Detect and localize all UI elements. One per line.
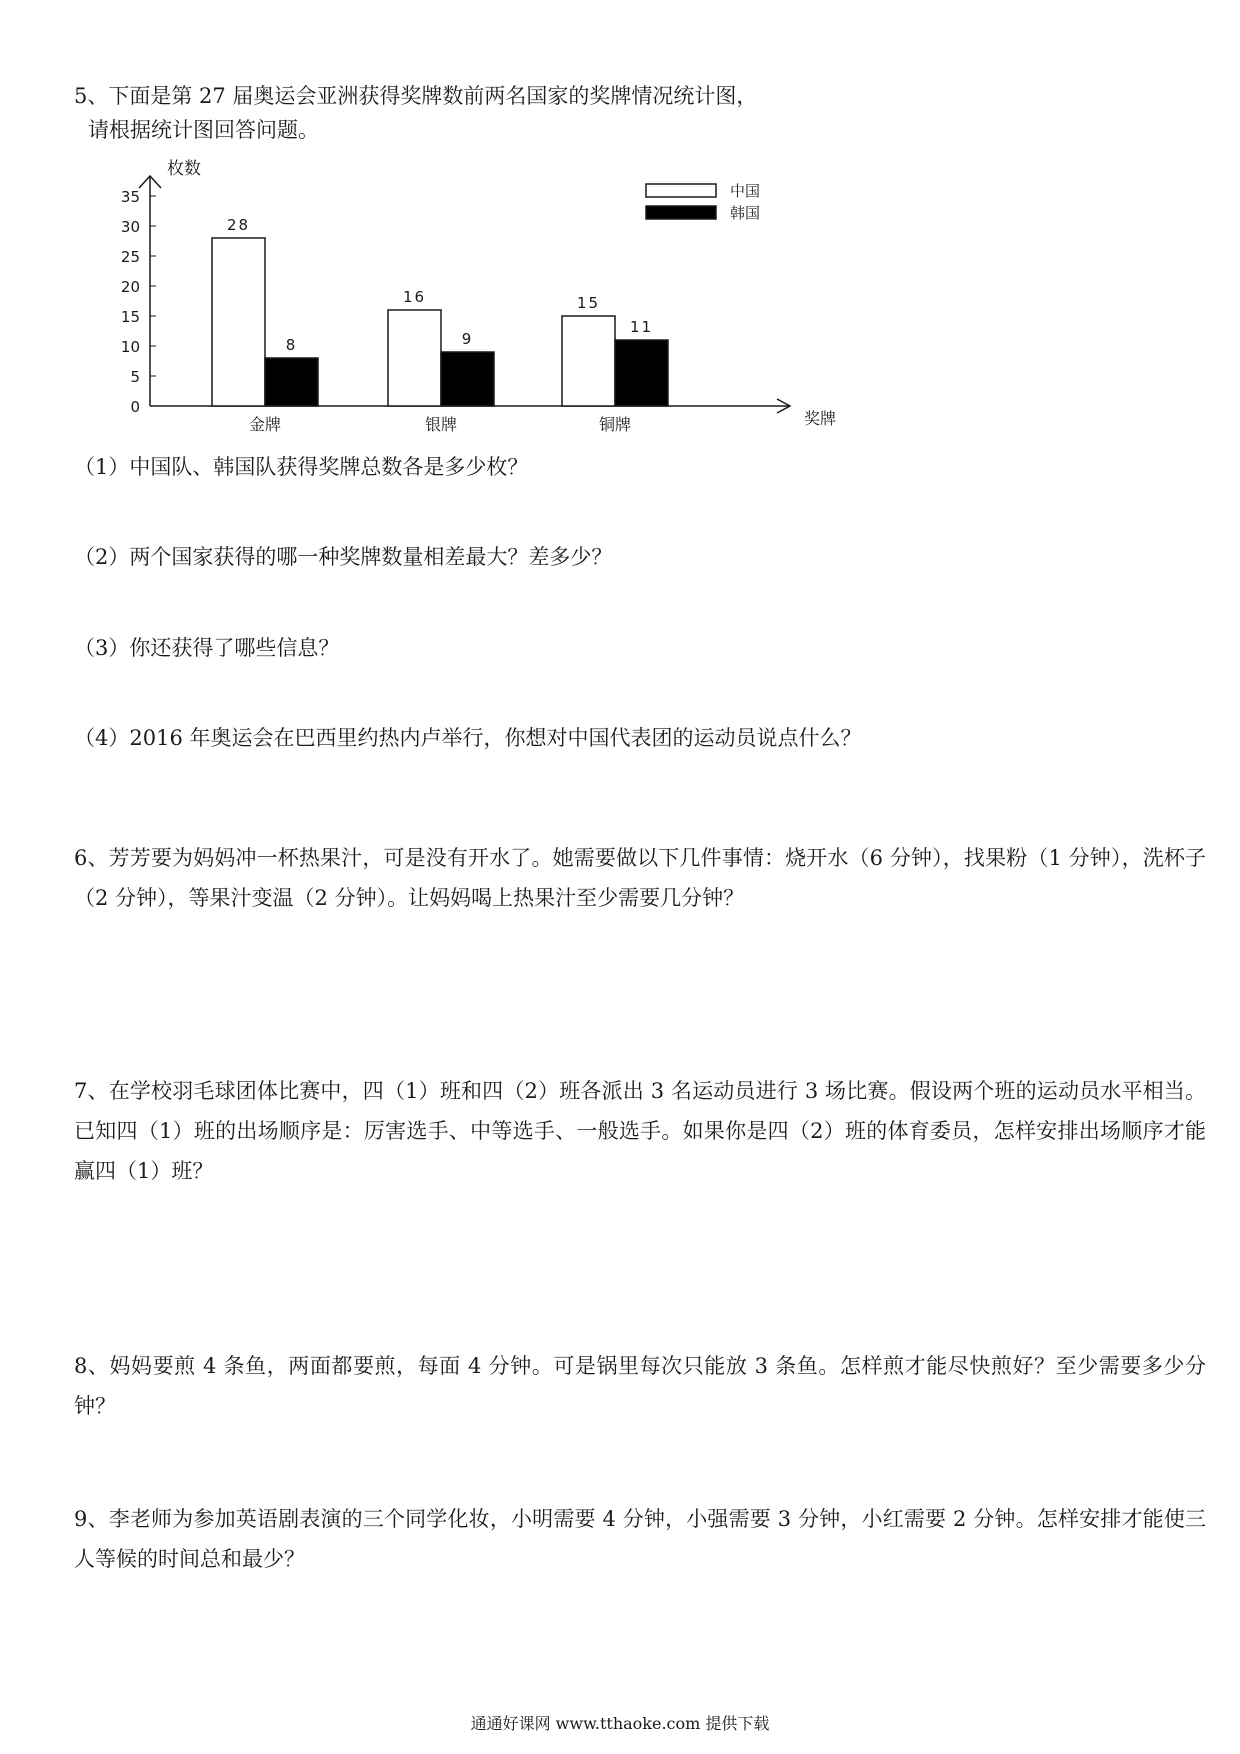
x-category-label: 铜牌 bbox=[598, 415, 632, 434]
q9-text: 9、李老师为参加英语剧表演的三个同学化妆，小明需要 4 分钟，小强需要 3 分钟，小红需要 2 分钟。怎样安排才能使三人等候的时间总和最少？ bbox=[74, 1507, 1206, 1571]
x-category-label: 银牌 bbox=[424, 415, 458, 434]
q7-text: 7、在学校羽毛球团体比赛中，四（1）班和四（2）班各派出 3 名运动员进行 3 场比赛。假设两个班的运动员水平相当。已知四（1）班的出场顺序是：厉害选手、中等选手、一般选手。如果你是四（2）班的体育委员，怎样安排出场顺序才能赢四（1）班？ bbox=[74, 1079, 1206, 1183]
x-category-label: 金牌 bbox=[248, 415, 282, 434]
y-tick-label: 20 bbox=[120, 278, 140, 296]
q5-sub2: （2）两个国家获得的哪一种奖牌数量相差最大？差多少？ bbox=[74, 545, 613, 569]
x-axis-label: 奖牌 bbox=[803, 409, 837, 428]
y-tick-label: 35 bbox=[120, 188, 140, 206]
bar-中国-铜牌 bbox=[562, 316, 615, 406]
q5-sub3: （3）你还获得了哪些信息？ bbox=[74, 636, 340, 660]
y-tick-label: 5 bbox=[130, 368, 140, 386]
y-tick-label: 30 bbox=[120, 218, 140, 236]
footer-credit: 通通好课网 www.tthaoke.com 提供下载 bbox=[470, 1714, 770, 1733]
bar-中国-金牌 bbox=[212, 238, 265, 406]
legend-swatch-韩国 bbox=[646, 206, 716, 219]
y-tick-label: 25 bbox=[120, 248, 140, 266]
bar-value-label: 15 bbox=[576, 294, 601, 312]
legend-label: 韩国 bbox=[730, 204, 761, 222]
bar-中国-银牌 bbox=[388, 310, 441, 406]
y-axis-label: 枚数 bbox=[167, 159, 201, 179]
bar-value-label: 8 bbox=[285, 336, 298, 354]
bar-value-label: 16 bbox=[402, 288, 427, 306]
y-tick-label: 0 bbox=[130, 398, 140, 416]
q5-sub4: （4）2016 年奥运会在巴西里约热内卢举行，你想对中国代表团的运动员说点什么？ bbox=[74, 726, 862, 750]
q5-intro-line1: 5、下面是第 27 届奥运会亚洲获得奖牌数前两名国家的奖牌情况统计图， bbox=[74, 84, 758, 108]
q6-text: 6、芳芳要为妈妈冲一杯热果汁，可是没有开水了。她需要做以下几件事情：烧开水（6 分钟），找果粉（1 分钟），洗杯子（2 分钟），等果汁变温（2 分钟）。让妈妈喝上热果汁至少需要几分钟？ bbox=[74, 846, 1206, 910]
legend-label: 中国 bbox=[730, 182, 761, 200]
y-tick-label: 10 bbox=[120, 338, 140, 356]
medal-bar-chart bbox=[0, 0, 1240, 440]
bar-韩国-铜牌 bbox=[615, 340, 668, 406]
bar-value-label: 11 bbox=[629, 318, 654, 336]
q5-intro-line2: 请根据统计图回答问题。 bbox=[88, 118, 319, 142]
bar-韩国-金牌 bbox=[265, 358, 318, 406]
bar-value-label: 9 bbox=[461, 330, 474, 348]
q8-text: 8、妈妈要煎 4 条鱼，两面都要煎，每面 4 分钟。可是锅里每次只能放 3 条鱼。怎样煎才能尽快煎好？至少需要多少分钟？ bbox=[74, 1354, 1206, 1418]
bar-韩国-银牌 bbox=[441, 352, 494, 406]
q5-sub1: （1）中国队、韩国队获得奖牌总数各是多少枚？ bbox=[74, 455, 529, 479]
legend-swatch-中国 bbox=[646, 184, 716, 197]
y-tick-label: 15 bbox=[120, 308, 140, 326]
bar-value-label: 28 bbox=[226, 216, 251, 234]
